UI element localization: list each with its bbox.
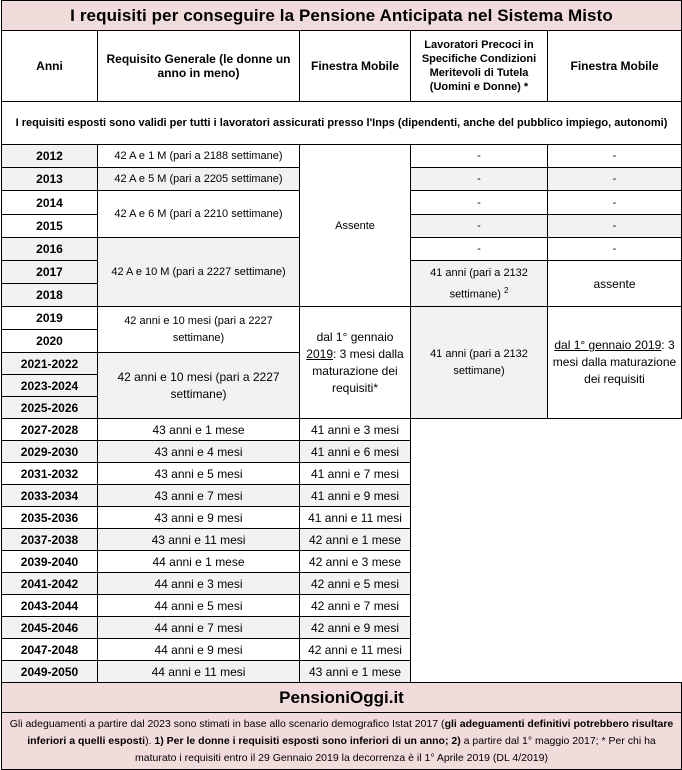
brand-name: PensioniOggi.it (2, 683, 682, 713)
precoci-cell: 43 anni e 1 mese (300, 661, 411, 683)
precoci-cell: 41 anni e 3 mesi (300, 419, 411, 441)
precoci-cell: 42 anni e 7 mesi (300, 595, 411, 617)
finestra-precoci-cell: - (548, 145, 682, 168)
precoci-cell: 41 anni e 9 mesi (300, 485, 411, 507)
requisito-cell: 42 A e 1 M (pari a 2188 settimane) (98, 145, 300, 168)
validity-note: I requisiti esposti sono validi per tutti i lavoratori assicurati presso l'Inps (dipendenti, anche del pubblico impiego, autonomi) (2, 102, 682, 145)
year-cell: 2035-2036 (2, 507, 98, 529)
finestra-dal-rest: : 3 mesi dalla maturazione dei requisiti* (312, 346, 404, 395)
year-cell: 2047-2048 (2, 639, 98, 661)
requisito-cell: 44 anni e 3 mesi (98, 573, 300, 595)
finestra-dal-year: 2019 (306, 346, 333, 361)
year-cell: 2013 (2, 168, 98, 191)
requisito-cell: 44 anni e 5 mesi (98, 595, 300, 617)
year-cell: 2045-2046 (2, 617, 98, 639)
year-cell: 2025-2026 (2, 397, 98, 419)
requisito-cell: 44 anni e 7 mesi (98, 617, 300, 639)
finestra-assente-cell: Assente (300, 145, 411, 307)
year-cell: 2016 (2, 238, 98, 261)
precoci-cell: - (411, 145, 548, 168)
footer-part-5: a partire dal 1° maggio 2017; * Per chi ha maturato i requisiti entro il 29 Gennaio 2019 la decorrenza è il 1° Aprile 2019 (DL 4/2019) (135, 734, 656, 764)
requisito-cell: 43 anni e 5 mesi (98, 463, 300, 485)
header-finestra-mobile-precoci: Finestra Mobile (548, 31, 682, 102)
requisito-cell: 43 anni e 7 mesi (98, 485, 300, 507)
finestra-dal-prefix: dal 1° gennaio (316, 329, 394, 344)
year-cell: 2012 (2, 145, 98, 168)
year-cell: 2021-2022 (2, 353, 98, 375)
year-cell: 2043-2044 (2, 595, 98, 617)
finestra-precoci-dal-2019-cell (548, 307, 682, 419)
precoci-cell: 42 anni e 11 mesi (300, 639, 411, 661)
precoci-cell: 41 anni e 6 mesi (300, 441, 411, 463)
finestra-precoci-assente-cell: assente (548, 261, 682, 307)
requisito-cell: 43 anni e 4 mesi (98, 441, 300, 463)
footer-part-1: Gli adeguamenti a partire dal 2023 sono stimati in base allo scenario demografico Istat 2017 ( (9, 717, 445, 730)
precoci-cell: 41 anni e 11 mesi (300, 507, 411, 529)
requisito-cell: 42 A e 5 M (pari a 2205 settimane) (98, 168, 300, 191)
precoci-cell (411, 261, 548, 307)
pension-requirements-table (1, 0, 682, 770)
precoci-cell: - (411, 168, 548, 191)
requisito-cell: 42 anni e 10 mesi (pari a 2227 settimane) (98, 307, 300, 353)
page-title: I requisiti per conseguire la Pensione Anticipata nel Sistema Misto (2, 1, 682, 31)
requisito-cell: 43 anni e 11 mesi (98, 529, 300, 551)
finestra-precoci-cell: - (548, 238, 682, 261)
requisito-cell: 43 anni e 1 mese (98, 419, 300, 441)
footnote-ref: 2 (503, 285, 509, 295)
year-cell: 2033-2034 (2, 485, 98, 507)
finestra-precoci-dal-rest: : 3 mesi dalla maturazione dei requisiti (552, 338, 677, 386)
requisito-cell: 42 anni e 10 mesi (pari a 2227 settimane) (98, 353, 300, 419)
precoci-cell: 42 anni e 9 mesi (300, 617, 411, 639)
precoci-cell: 41 anni e 7 mesi (300, 463, 411, 485)
requisito-cell: 44 anni e 11 mesi (98, 661, 300, 683)
header-finestra-mobile: Finestra Mobile (300, 31, 411, 102)
year-cell: 2020 (2, 330, 98, 353)
requisito-cell: 43 anni e 9 mesi (98, 507, 300, 529)
precoci-cell: - (411, 215, 548, 238)
year-cell: 2027-2028 (2, 419, 98, 441)
requisito-cell: 44 anni e 1 mese (98, 551, 300, 573)
requisito-cell: 42 A e 6 M (pari a 2210 settimane) (98, 191, 300, 238)
finestra-precoci-dal-date: dal 1° gennaio 2019 (554, 338, 662, 352)
year-cell: 2029-2030 (2, 441, 98, 463)
year-cell: 2049-2050 (2, 661, 98, 683)
year-cell: 2014 (2, 191, 98, 215)
finestra-dal-2019-cell (300, 307, 411, 419)
precoci-cell: 42 anni e 3 mese (300, 551, 411, 573)
finestra-precoci-cell: - (548, 215, 682, 238)
year-cell: 2037-2038 (2, 529, 98, 551)
precoci-cell: - (411, 191, 548, 215)
requisito-cell: 44 anni e 9 mesi (98, 639, 300, 661)
header-lavoratori-precoci: Lavoratori Precoci in Specifiche Condizioni Meritevoli di Tutela (Uomini e Donne) * (411, 31, 548, 102)
footer-part-3: ). (145, 734, 155, 747)
header-anni: Anni (2, 31, 98, 102)
finestra-precoci-cell: - (548, 168, 682, 191)
year-cell: 2039-2040 (2, 551, 98, 573)
year-cell: 2031-2032 (2, 463, 98, 485)
precoci-cell: 42 anni e 5 mesi (300, 573, 411, 595)
precoci-cell: 42 anni e 1 mese (300, 529, 411, 551)
year-cell: 2017 (2, 261, 98, 284)
year-cell: 2015 (2, 215, 98, 238)
footer-part-4: 1) Per le donne i requisiti esposti sono inferiori di un anno; 2) (154, 734, 461, 747)
year-cell: 2041-2042 (2, 573, 98, 595)
requisito-cell: 42 A e 10 M (pari a 2227 settimane) (98, 238, 300, 307)
precoci-value: 41 anni (pari a 2132 settimane) (430, 266, 528, 301)
footer-notes (2, 713, 682, 770)
year-cell: 2023-2024 (2, 375, 98, 397)
precoci-cell: 41 anni (pari a 2132 settimane) (411, 307, 548, 419)
header-requisito-generale: Requisito Generale (le donne un anno in meno) (98, 31, 300, 102)
year-cell: 2019 (2, 307, 98, 330)
year-cell: 2018 (2, 284, 98, 307)
footer-part-2: gli adeguamenti definitivi potrebbero risultare inferiori a quelli esposti (27, 717, 674, 747)
finestra-precoci-cell: - (548, 191, 682, 215)
precoci-cell: - (411, 238, 548, 261)
